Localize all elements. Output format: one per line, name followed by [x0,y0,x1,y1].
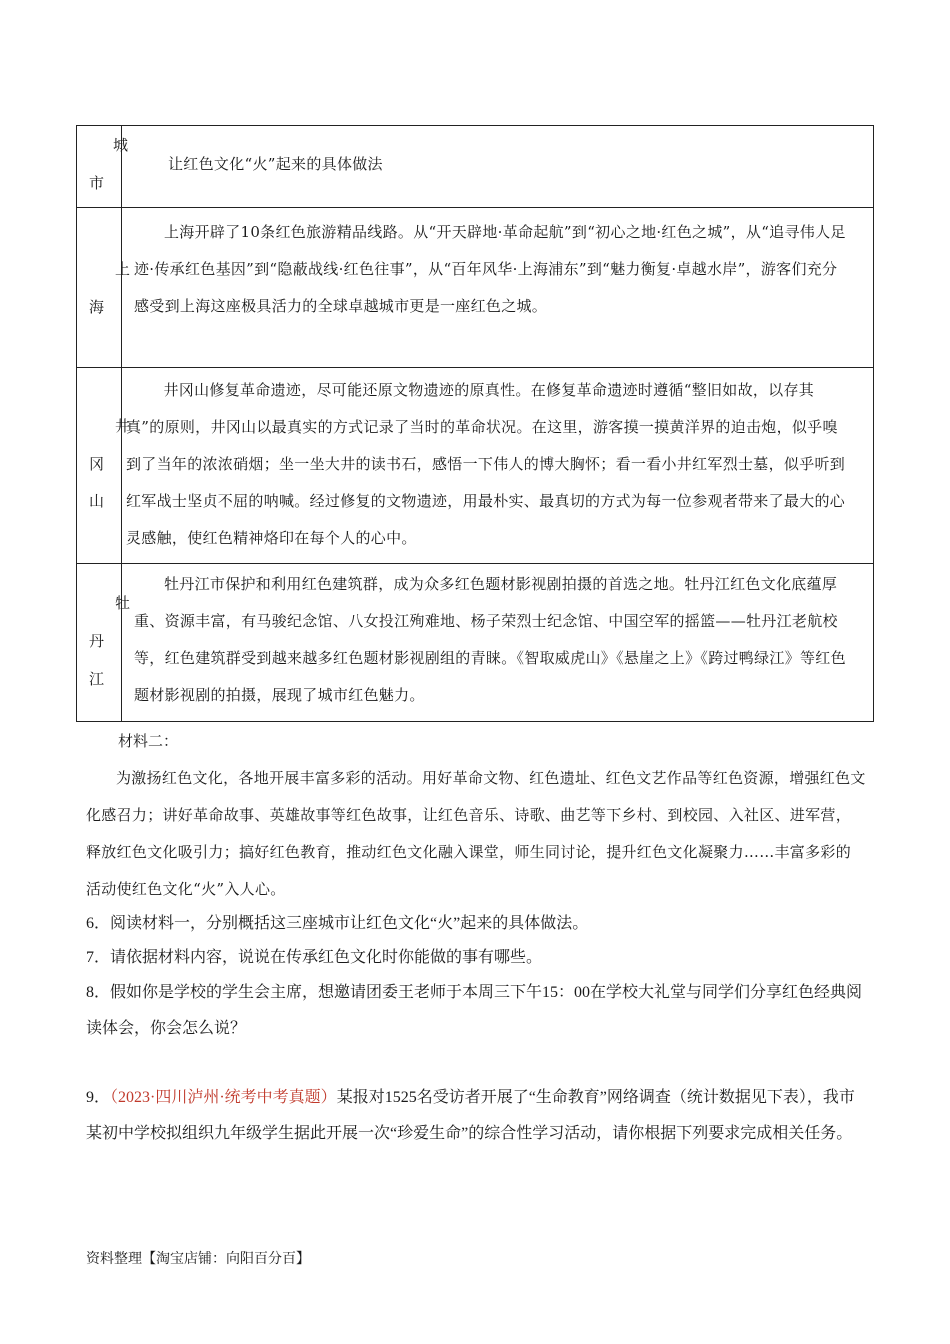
city-char: 冈 [89,455,105,473]
content-cell-shanghai [122,208,874,368]
table-row [77,368,874,564]
question-6: 6．阅读材料一，分别概括这三座城市让红色文化“火”起来的具体做法。 [86,915,589,932]
mudanjiang-content: 牡丹江市保护和利用红色建筑群，成为众多红色题材影视剧拍摄的首选之地。牡丹江红色文化底蕴厚重、资源丰富，有马骏纪念馆、八女投江殉难地、杨子荣烈士纪念馆、中国空军的摇篮——牡丹江老航校等，红色建筑群受到越来越多红色题材影视剧组的青睐。《智取威虎山》《悬崖之上》《跨过鸭绿江》等红色题材影视剧的拍摄，展现了城市红色魅力。 [134,575,846,704]
table-header-row [77,126,874,208]
jinggangshan-content: 井冈山修复革命遗迹，尽可能还原文物遗迹的原真性。在修复革命遗迹时遵循“整旧如故，以存其真”的原则，井冈山以最真实的方式记录了当时的革命状况。在这里，游客摸一摸黄洋界的迫击炮，似乎嗅到了当年的浓浓硝烟；坐一坐大井的读书石，感悟一下伟人的博大胸怀；看一看小井红军烈士墓，似乎听到红军战士坚贞不屈的呐喊。经过修复的文物遗迹，用最朴实、最真切的方式为每一位参观者带来了最大的心灵感触，使红色精神烙印在每个人的心中。 [126,381,846,547]
city-cell-jinggangshan [77,368,131,564]
city-char: 山 [89,492,105,510]
material2-title: 材料二： [118,732,179,750]
question-9-text: 某报对1525名受访者开展了“生命教育”网络调查（统计数据见下表），我市某初中学校拟组织九年级学生据此开展一次“珍爱生命”的综合性学习活动，请你根据下列要求完成相关任务。 [86,1089,855,1142]
red-culture-table [76,125,874,722]
city-char: 海 [89,298,105,316]
city-header-char2: 市 [89,174,105,192]
shanghai-content: 上海开辟了10条红色旅游精品线路。从“开天辟地·革命起航”到“初心之地·红色之城”，从“追寻伟人足迹·传承红色基因”到“隐蔽战线·红色往事”，从“百年风华·上海浦东”到“魅力衡复·卓越水岸”，游客们充分感受到上海这座极具活力的全球卓越城市更是一座红色之城。 [134,223,846,315]
city-char: 江 [89,670,105,688]
question-8: 8．假如你是学校的学生会主席，想邀请团委王老师于本周三下午15：00在学校大礼堂与同学们分享红色经典阅读体会，你会怎么说？ [86,984,863,1037]
city-char: 井 [115,417,131,435]
city-char: 丹 [89,632,105,650]
content-cell-mudanjiang [122,564,874,722]
question-9 [86,1080,870,1152]
footer-note: 资料整理【淘宝店铺：向阳百分百】 [86,1251,310,1267]
question-7: 7．请依据材料内容，说说在传承红色文化时你能做的事有哪些。 [86,949,543,966]
city-char: 上 [115,260,131,278]
city-header-char1: 城 [113,136,129,154]
content-header-cell [122,126,874,208]
city-cell-mudanjiang [77,564,131,722]
city-header-cell [77,126,129,208]
table-row [77,564,874,722]
table-row [77,208,874,368]
material2-body: 为激扬红色文化，各地开展丰富多彩的活动。用好革命文物、红色遗址、红色文艺作品等红色资源，增强红色文化感召力；讲好革命故事、英雄故事等红色故事，让红色音乐、诗歌、曲艺等下乡村、到校园、入社区、进军营，释放红色文化吸引力；搞好红色教育，推动红色文化融入课堂，师生同讨论，提升红色文化凝聚力……丰富多彩的活动使红色文化“火”入人心。 [86,769,866,898]
content-cell-jinggangshan [122,368,874,564]
question-9-source: （2023·四川泸州·统考中考真题） [110,1089,337,1106]
question-9-number: 9． [86,1089,111,1106]
content-header: 让红色文化“火”起来的具体做法 [168,155,383,173]
city-cell-shanghai [77,208,131,368]
city-char: 牡 [115,594,131,612]
